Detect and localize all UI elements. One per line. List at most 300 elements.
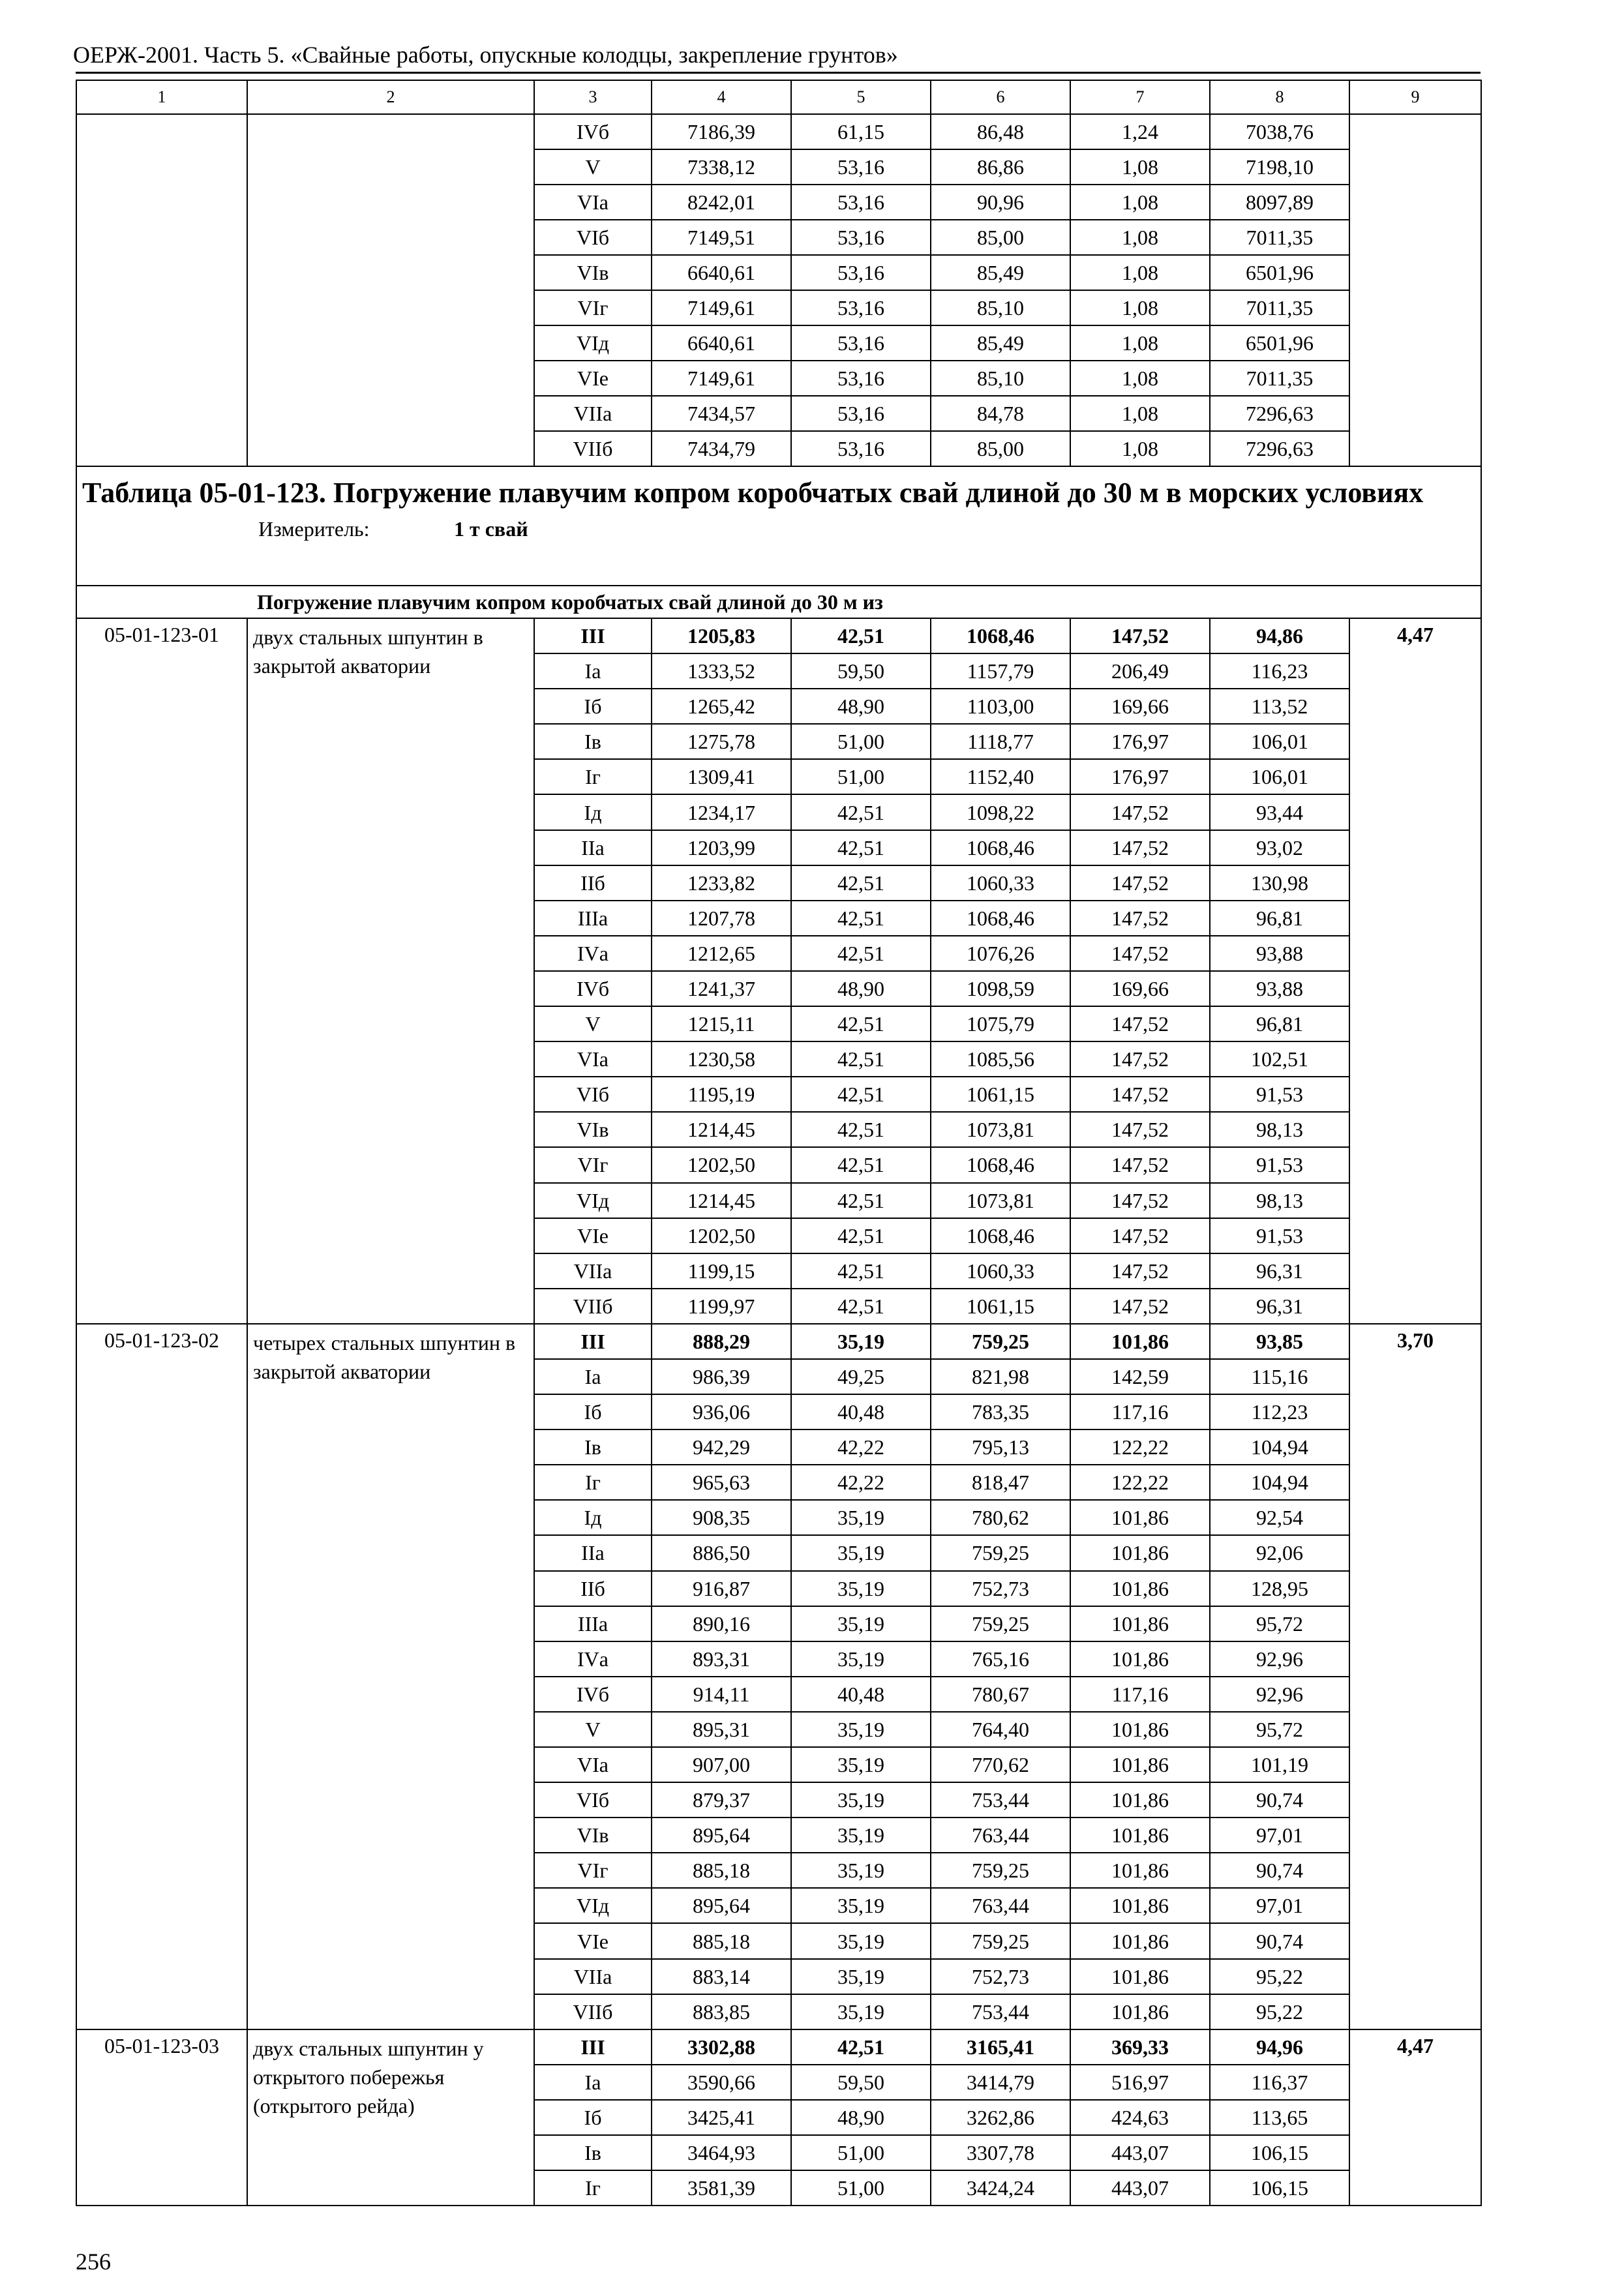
value-cell: 35,19: [791, 1818, 931, 1853]
value-cell: 42,51: [791, 794, 931, 830]
value-cell: 1,24: [1070, 114, 1210, 149]
value-cell: 795,13: [931, 1429, 1070, 1465]
soil-group-cell: IIа: [534, 1535, 652, 1570]
soil-group-cell: Iд: [534, 1500, 652, 1535]
value-cell: 35,19: [791, 1535, 931, 1570]
value-cell: 92,96: [1210, 1641, 1349, 1677]
value-cell: 147,52: [1070, 1112, 1210, 1147]
value-cell: 1073,81: [931, 1183, 1070, 1218]
value-cell: 101,86: [1070, 1641, 1210, 1677]
column-number: 2: [247, 80, 534, 114]
column-number: 7: [1070, 80, 1210, 114]
value-cell: 888,29: [652, 1324, 791, 1359]
rates-table: [76, 80, 1482, 2206]
measure-line: [82, 515, 1475, 543]
soil-group-cell: VIе: [534, 1218, 652, 1253]
soil-group-cell: III: [534, 618, 652, 653]
value-cell: 101,86: [1070, 1888, 1210, 1923]
value-cell: 3262,86: [931, 2100, 1070, 2135]
column-number-row: [76, 80, 1481, 114]
value-cell: 752,73: [931, 1959, 1070, 1994]
value-cell: 1098,59: [931, 971, 1070, 1006]
value-cell: 753,44: [931, 1782, 1070, 1818]
soil-group-cell: Iв: [534, 724, 652, 759]
value-cell: 1,08: [1070, 149, 1210, 185]
table-title-cell: [76, 466, 1481, 586]
value-cell: 1241,37: [652, 971, 791, 1006]
value-cell: 53,16: [791, 185, 931, 220]
value-cell: 3414,79: [931, 2065, 1070, 2100]
value-cell: 91,53: [1210, 1147, 1349, 1182]
value-cell: 147,52: [1070, 936, 1210, 971]
value-cell: 7149,61: [652, 361, 791, 396]
table-title: Таблица 05-01-123. Погружение плавучим копром коробчатых свай длиной до 30 м в морских условиях: [82, 477, 1424, 509]
value-cell: 42,51: [791, 1289, 931, 1324]
value-cell: 1060,33: [931, 865, 1070, 901]
value-cell: 7434,79: [652, 431, 791, 466]
col9-value: 4,47: [1349, 618, 1481, 1324]
value-cell: 1202,50: [652, 1218, 791, 1253]
value-cell: 1203,99: [652, 830, 791, 865]
value-cell: 821,98: [931, 1359, 1070, 1394]
value-cell: 116,37: [1210, 2065, 1349, 2100]
value-cell: 147,52: [1070, 1289, 1210, 1324]
value-cell: 42,51: [791, 1147, 931, 1182]
soil-group-cell: V: [534, 1006, 652, 1041]
value-cell: 42,51: [791, 1253, 931, 1289]
value-cell: 7338,12: [652, 149, 791, 185]
value-cell: 7296,63: [1210, 431, 1349, 466]
value-cell: 7011,35: [1210, 361, 1349, 396]
value-cell: 147,52: [1070, 830, 1210, 865]
value-cell: 169,66: [1070, 689, 1210, 724]
value-cell: 942,29: [652, 1429, 791, 1465]
value-cell: 763,44: [931, 1818, 1070, 1853]
value-cell: 53,16: [791, 361, 931, 396]
value-cell: 1199,97: [652, 1289, 791, 1324]
value-cell: 147,52: [1070, 1147, 1210, 1182]
value-cell: 35,19: [791, 1500, 931, 1535]
value-cell: 90,74: [1210, 1782, 1349, 1818]
value-cell: 907,00: [652, 1747, 791, 1782]
value-cell: 90,74: [1210, 1923, 1349, 1958]
value-cell: 93,85: [1210, 1324, 1349, 1359]
value-cell: 1073,81: [931, 1112, 1070, 1147]
value-cell: 1061,15: [931, 1077, 1070, 1112]
value-cell: 42,51: [791, 1006, 931, 1041]
value-cell: 147,52: [1070, 1006, 1210, 1041]
value-cell: 85,49: [931, 255, 1070, 290]
value-cell: 98,13: [1210, 1183, 1349, 1218]
value-cell: 115,16: [1210, 1359, 1349, 1394]
value-cell: 176,97: [1070, 759, 1210, 794]
value-cell: 48,90: [791, 971, 931, 1006]
value-cell: 35,19: [791, 1888, 931, 1923]
value-cell: 1068,46: [931, 901, 1070, 936]
soil-group-cell: VIIа: [534, 396, 652, 431]
value-cell: 1205,83: [652, 618, 791, 653]
soil-group-cell: VIа: [534, 185, 652, 220]
value-cell: 42,51: [791, 1041, 931, 1077]
soil-group-cell: IVб: [534, 114, 652, 149]
value-cell: 93,44: [1210, 794, 1349, 830]
value-cell: 1103,00: [931, 689, 1070, 724]
column-number: 5: [791, 80, 931, 114]
empty-col9-cell: [1349, 114, 1481, 466]
value-cell: 1333,52: [652, 653, 791, 689]
value-cell: 885,18: [652, 1923, 791, 1958]
value-cell: 6501,96: [1210, 325, 1349, 361]
value-cell: 6640,61: [652, 325, 791, 361]
value-cell: 85,49: [931, 325, 1070, 361]
value-cell: 770,62: [931, 1747, 1070, 1782]
value-cell: 1215,11: [652, 1006, 791, 1041]
soil-group-cell: IVб: [534, 1677, 652, 1712]
value-cell: 104,94: [1210, 1465, 1349, 1500]
value-cell: 42,51: [791, 865, 931, 901]
value-cell: 97,01: [1210, 1818, 1349, 1853]
value-cell: 7149,51: [652, 220, 791, 255]
value-cell: 117,16: [1070, 1677, 1210, 1712]
soil-group-cell: IVб: [534, 971, 652, 1006]
soil-group-cell: V: [534, 149, 652, 185]
value-cell: 3590,66: [652, 2065, 791, 2100]
value-cell: 3425,41: [652, 2100, 791, 2135]
value-cell: 42,51: [791, 1218, 931, 1253]
value-cell: 35,19: [791, 1571, 931, 1606]
rate-code: 05-01-123-01: [76, 618, 247, 1324]
soil-group-cell: VIIб: [534, 431, 652, 466]
value-cell: 1,08: [1070, 290, 1210, 325]
value-cell: 42,51: [791, 618, 931, 653]
value-cell: 1214,45: [652, 1112, 791, 1147]
value-cell: 101,19: [1210, 1747, 1349, 1782]
soil-group-cell: VIIа: [534, 1959, 652, 1994]
value-cell: 1,08: [1070, 325, 1210, 361]
table-row: [76, 618, 1481, 653]
value-cell: 42,22: [791, 1429, 931, 1465]
value-cell: 1,08: [1070, 255, 1210, 290]
value-cell: 51,00: [791, 2170, 931, 2206]
value-cell: 818,47: [931, 1465, 1070, 1500]
value-cell: 147,52: [1070, 901, 1210, 936]
value-cell: 101,86: [1070, 1994, 1210, 2029]
value-cell: 53,16: [791, 325, 931, 361]
value-cell: 35,19: [791, 1324, 931, 1359]
value-cell: 1195,19: [652, 1077, 791, 1112]
value-cell: 90,96: [931, 185, 1070, 220]
value-cell: 101,86: [1070, 1324, 1210, 1359]
value-cell: 895,31: [652, 1712, 791, 1747]
value-cell: 759,25: [931, 1853, 1070, 1888]
value-cell: 1061,15: [931, 1289, 1070, 1324]
value-cell: 96,31: [1210, 1253, 1349, 1289]
soil-group-cell: VIг: [534, 1147, 652, 1182]
value-cell: 443,07: [1070, 2170, 1210, 2206]
value-cell: 94,86: [1210, 618, 1349, 653]
soil-group-cell: Iд: [534, 794, 652, 830]
value-cell: 101,86: [1070, 1606, 1210, 1641]
soil-group-cell: III: [534, 1324, 652, 1359]
soil-group-cell: VIб: [534, 220, 652, 255]
value-cell: 147,52: [1070, 1183, 1210, 1218]
value-cell: 6640,61: [652, 255, 791, 290]
subheading-row: [76, 586, 1481, 618]
value-cell: 3424,24: [931, 2170, 1070, 2206]
value-cell: 1075,79: [931, 1006, 1070, 1041]
soil-group-cell: IIIа: [534, 901, 652, 936]
value-cell: 91,53: [1210, 1218, 1349, 1253]
value-cell: 763,44: [931, 1888, 1070, 1923]
value-cell: 85,10: [931, 290, 1070, 325]
soil-group-cell: Iг: [534, 2170, 652, 2206]
value-cell: 113,65: [1210, 2100, 1349, 2135]
value-cell: 1068,46: [931, 1147, 1070, 1182]
value-cell: 35,19: [791, 1641, 931, 1677]
value-cell: 908,35: [652, 1500, 791, 1535]
value-cell: 1068,46: [931, 1218, 1070, 1253]
column-number: 9: [1349, 80, 1481, 114]
value-cell: 96,81: [1210, 901, 1349, 936]
value-cell: 59,50: [791, 653, 931, 689]
value-cell: 59,50: [791, 2065, 931, 2100]
soil-group-cell: VIа: [534, 1747, 652, 1782]
soil-group-cell: Iв: [534, 2135, 652, 2170]
table-row: [76, 1324, 1481, 1359]
soil-group-cell: V: [534, 1712, 652, 1747]
value-cell: 424,63: [1070, 2100, 1210, 2135]
value-cell: 86,48: [931, 114, 1070, 149]
value-cell: 1118,77: [931, 724, 1070, 759]
value-cell: 780,62: [931, 1500, 1070, 1535]
value-cell: 85,10: [931, 361, 1070, 396]
value-cell: 101,86: [1070, 1712, 1210, 1747]
value-cell: 759,25: [931, 1923, 1070, 1958]
value-cell: 783,35: [931, 1394, 1070, 1429]
soil-group-cell: VIд: [534, 325, 652, 361]
value-cell: 1152,40: [931, 759, 1070, 794]
value-cell: 765,16: [931, 1641, 1070, 1677]
soil-group-cell: IIб: [534, 1571, 652, 1606]
value-cell: 101,86: [1070, 1747, 1210, 1782]
value-cell: 753,44: [931, 1994, 1070, 2029]
value-cell: 1207,78: [652, 901, 791, 936]
empty-description-cell: [247, 114, 534, 466]
value-cell: 1233,82: [652, 865, 791, 901]
rate-description: двух стальных шпунтин у открытого побережья (открытого рейда): [247, 2029, 534, 2206]
column-number: 8: [1210, 80, 1349, 114]
soil-group-cell: VIа: [534, 1041, 652, 1077]
value-cell: 101,86: [1070, 1818, 1210, 1853]
table-row: [76, 2029, 1481, 2065]
value-cell: 101,86: [1070, 1571, 1210, 1606]
value-cell: 35,19: [791, 1994, 931, 2029]
value-cell: 96,31: [1210, 1289, 1349, 1324]
soil-group-cell: Iг: [534, 759, 652, 794]
value-cell: 95,22: [1210, 1959, 1349, 1994]
soil-group-cell: VIг: [534, 1853, 652, 1888]
value-cell: 443,07: [1070, 2135, 1210, 2170]
value-cell: 147,52: [1070, 1077, 1210, 1112]
value-cell: 7011,35: [1210, 290, 1349, 325]
value-cell: 8097,89: [1210, 185, 1349, 220]
value-cell: 895,64: [652, 1818, 791, 1853]
value-cell: 1,08: [1070, 431, 1210, 466]
value-cell: 53,16: [791, 255, 931, 290]
value-cell: 147,52: [1070, 618, 1210, 653]
soil-group-cell: VIб: [534, 1077, 652, 1112]
value-cell: 128,95: [1210, 1571, 1349, 1606]
value-cell: 95,72: [1210, 1606, 1349, 1641]
value-cell: 42,51: [791, 1077, 931, 1112]
value-cell: 92,06: [1210, 1535, 1349, 1570]
value-cell: 1076,26: [931, 936, 1070, 971]
value-cell: 42,51: [791, 936, 931, 971]
column-number: 6: [931, 80, 1070, 114]
value-cell: 6501,96: [1210, 255, 1349, 290]
value-cell: 3307,78: [931, 2135, 1070, 2170]
value-cell: 3581,39: [652, 2170, 791, 2206]
value-cell: 90,74: [1210, 1853, 1349, 1888]
rate-code: 05-01-123-03: [76, 2029, 247, 2206]
value-cell: 1275,78: [652, 724, 791, 759]
soil-group-cell: Iв: [534, 1429, 652, 1465]
value-cell: 893,31: [652, 1641, 791, 1677]
value-cell: 106,01: [1210, 724, 1349, 759]
value-cell: 883,14: [652, 1959, 791, 1994]
value-cell: 48,90: [791, 689, 931, 724]
value-cell: 759,25: [931, 1535, 1070, 1570]
value-cell: 35,19: [791, 1923, 931, 1958]
value-cell: 53,16: [791, 431, 931, 466]
value-cell: 40,48: [791, 1394, 931, 1429]
soil-group-cell: VIд: [534, 1888, 652, 1923]
value-cell: 895,64: [652, 1888, 791, 1923]
value-cell: 116,23: [1210, 653, 1349, 689]
value-cell: 42,51: [791, 830, 931, 865]
value-cell: 35,19: [791, 1747, 931, 1782]
value-cell: 1060,33: [931, 1253, 1070, 1289]
value-cell: 97,01: [1210, 1888, 1349, 1923]
value-cell: 1309,41: [652, 759, 791, 794]
value-cell: 95,72: [1210, 1712, 1349, 1747]
soil-group-cell: VIе: [534, 361, 652, 396]
soil-group-cell: Iа: [534, 1359, 652, 1394]
value-cell: 117,16: [1070, 1394, 1210, 1429]
value-cell: 130,98: [1210, 865, 1349, 901]
soil-group-cell: VIIа: [534, 1253, 652, 1289]
soil-group-cell: IVа: [534, 936, 652, 971]
value-cell: 101,86: [1070, 1782, 1210, 1818]
value-cell: 7038,76: [1210, 114, 1349, 149]
value-cell: 53,16: [791, 290, 931, 325]
value-cell: 7186,39: [652, 114, 791, 149]
table-row: [76, 114, 1481, 149]
soil-group-cell: Iб: [534, 2100, 652, 2135]
col9-value: 4,47: [1349, 2029, 1481, 2206]
value-cell: 1098,22: [931, 794, 1070, 830]
soil-group-cell: VIб: [534, 1782, 652, 1818]
value-cell: 40,48: [791, 1677, 931, 1712]
value-cell: 516,97: [1070, 2065, 1210, 2100]
soil-group-cell: Iг: [534, 1465, 652, 1500]
value-cell: 84,78: [931, 396, 1070, 431]
value-cell: 113,52: [1210, 689, 1349, 724]
soil-group-cell: VIв: [534, 1112, 652, 1147]
value-cell: 965,63: [652, 1465, 791, 1500]
soil-group-cell: Iа: [534, 653, 652, 689]
value-cell: 94,96: [1210, 2029, 1349, 2065]
value-cell: 92,54: [1210, 1500, 1349, 1535]
soil-group-cell: Iа: [534, 2065, 652, 2100]
value-cell: 890,16: [652, 1606, 791, 1641]
soil-group-cell: IIа: [534, 830, 652, 865]
value-cell: 206,49: [1070, 653, 1210, 689]
value-cell: 102,51: [1210, 1041, 1349, 1077]
value-cell: 914,11: [652, 1677, 791, 1712]
value-cell: 61,15: [791, 114, 931, 149]
page-number: 256: [76, 2249, 111, 2275]
value-cell: 7149,61: [652, 290, 791, 325]
value-cell: 85,00: [931, 220, 1070, 255]
value-cell: 101,86: [1070, 1923, 1210, 1958]
soil-group-cell: IIIа: [534, 1606, 652, 1641]
value-cell: 91,53: [1210, 1077, 1349, 1112]
soil-group-cell: VIв: [534, 255, 652, 290]
value-cell: 7296,63: [1210, 396, 1349, 431]
value-cell: 122,22: [1070, 1429, 1210, 1465]
value-cell: 93,88: [1210, 936, 1349, 971]
soil-group-cell: IVа: [534, 1641, 652, 1677]
value-cell: 759,25: [931, 1606, 1070, 1641]
value-cell: 147,52: [1070, 865, 1210, 901]
soil-group-cell: VIг: [534, 290, 652, 325]
value-cell: 35,19: [791, 1853, 931, 1888]
column-number: 3: [534, 80, 652, 114]
value-cell: 883,85: [652, 1994, 791, 2029]
value-cell: 3464,93: [652, 2135, 791, 2170]
value-cell: 42,51: [791, 2029, 931, 2065]
value-cell: 49,25: [791, 1359, 931, 1394]
value-cell: 147,52: [1070, 1253, 1210, 1289]
value-cell: 986,39: [652, 1359, 791, 1394]
value-cell: 780,67: [931, 1677, 1070, 1712]
value-cell: 95,22: [1210, 1994, 1349, 2029]
table-title-row: [76, 466, 1481, 586]
value-cell: 104,94: [1210, 1429, 1349, 1465]
soil-group-cell: Iб: [534, 689, 652, 724]
value-cell: 1,08: [1070, 185, 1210, 220]
value-cell: 764,40: [931, 1712, 1070, 1747]
column-number: 1: [76, 80, 247, 114]
value-cell: 101,86: [1070, 1959, 1210, 1994]
value-cell: 93,88: [1210, 971, 1349, 1006]
value-cell: 101,86: [1070, 1500, 1210, 1535]
value-cell: 51,00: [791, 724, 931, 759]
value-cell: 1234,17: [652, 794, 791, 830]
value-cell: 86,86: [931, 149, 1070, 185]
value-cell: 936,06: [652, 1394, 791, 1429]
soil-group-cell: VIд: [534, 1183, 652, 1218]
value-cell: 42,22: [791, 1465, 931, 1500]
soil-group-cell: Iб: [534, 1394, 652, 1429]
value-cell: 93,02: [1210, 830, 1349, 865]
value-cell: 35,19: [791, 1959, 931, 1994]
value-cell: 142,59: [1070, 1359, 1210, 1394]
value-cell: 51,00: [791, 2135, 931, 2170]
value-cell: 112,23: [1210, 1394, 1349, 1429]
empty-code-cell: [76, 114, 247, 466]
